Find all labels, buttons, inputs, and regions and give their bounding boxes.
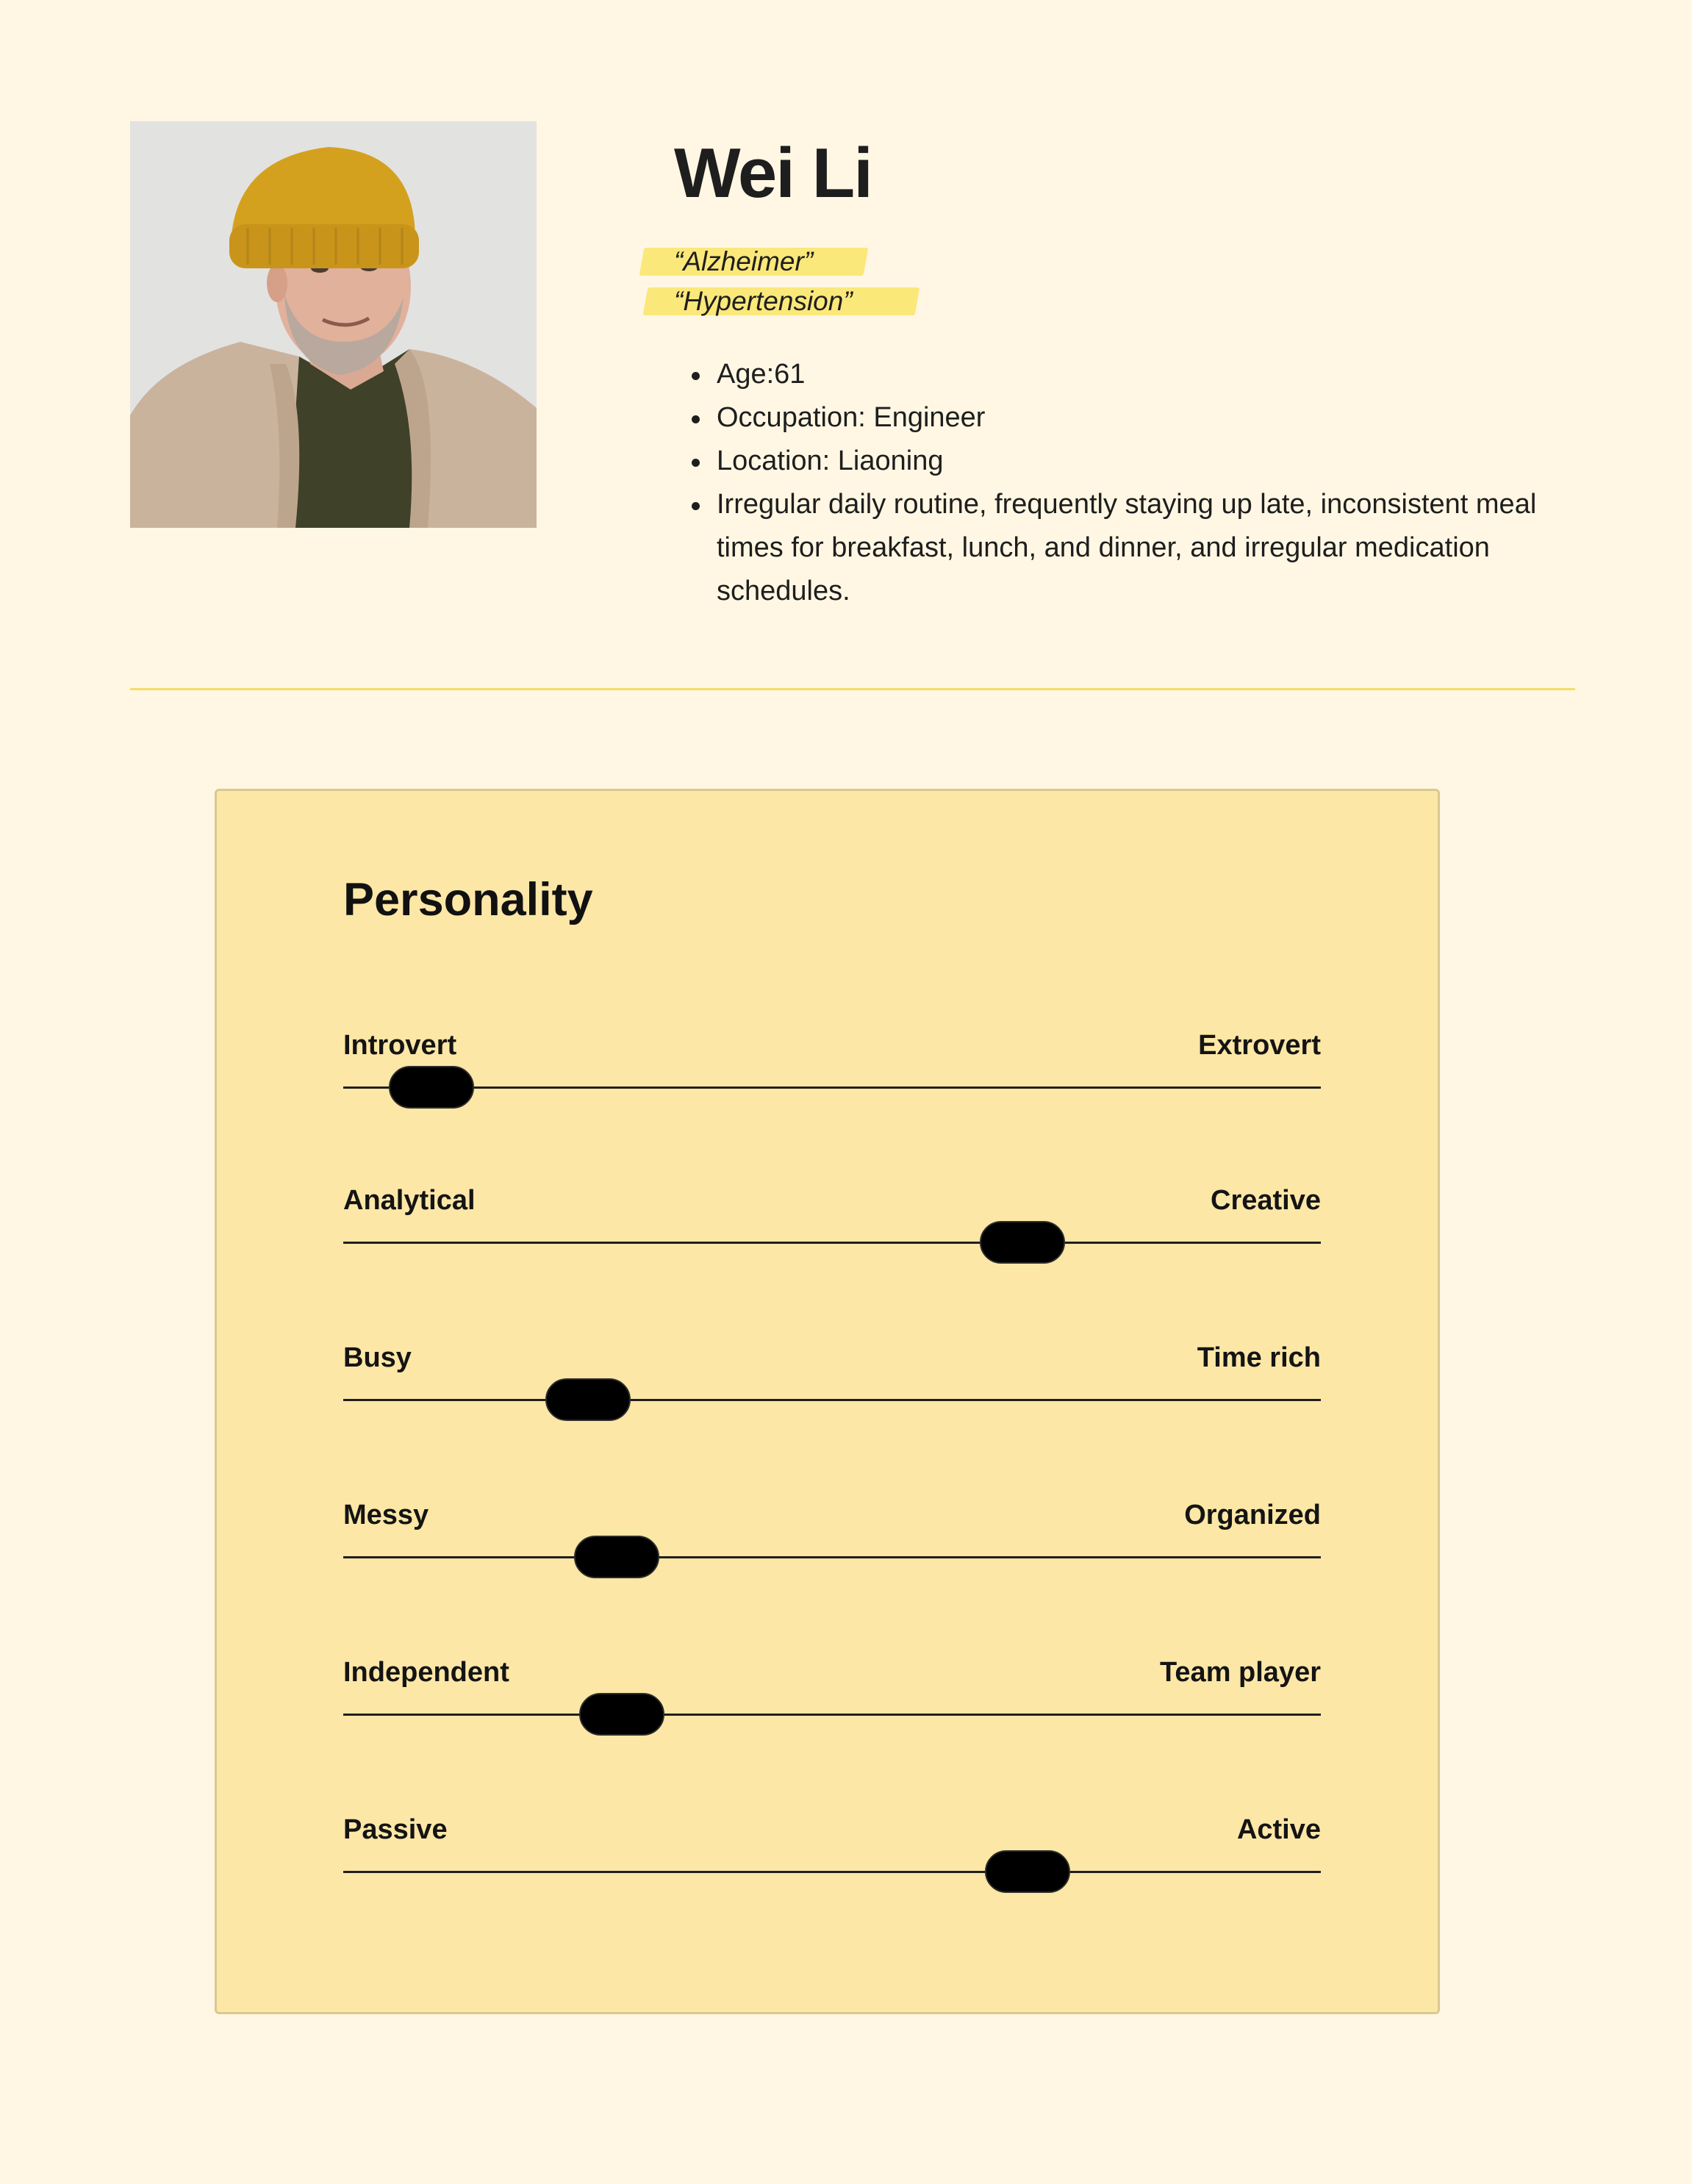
- trait-right-label: Creative: [1211, 1185, 1321, 1216]
- slider-handle[interactable]: [980, 1221, 1065, 1264]
- trait-left-label: Introvert: [343, 1030, 457, 1061]
- trait-right-label: Active: [1236, 1814, 1321, 1845]
- trait-passive-active: [343, 1813, 1321, 1908]
- slider-track[interactable]: [343, 1399, 1321, 1401]
- slider-track[interactable]: [343, 1242, 1321, 1244]
- trait-right-label: Extrovert: [1198, 1030, 1321, 1061]
- trait-left-label: Independent: [343, 1657, 509, 1688]
- slider-handle[interactable]: [389, 1066, 474, 1109]
- fact-occupation: Occupation: Engineer: [717, 396, 1599, 440]
- tag-alzheimer: “Alzheimer”: [674, 246, 814, 276]
- slider-handle[interactable]: [579, 1693, 664, 1736]
- trait-analytical-creative: [343, 1184, 1321, 1279]
- personality-title: Personality: [343, 874, 593, 925]
- tag-hypertension: “Hypertension”: [674, 286, 853, 316]
- trait-left-label: Busy: [343, 1342, 412, 1373]
- trait-messy-organized: [343, 1498, 1321, 1594]
- trait-right-label: Organized: [1184, 1500, 1321, 1530]
- trait-left-label: Messy: [343, 1500, 429, 1530]
- slider-handle[interactable]: [574, 1536, 659, 1578]
- trait-left-label: Analytical: [343, 1185, 476, 1216]
- trait-independent-teamplayer: [343, 1655, 1321, 1751]
- persona-facts: [674, 353, 1599, 613]
- slider-handle[interactable]: [985, 1850, 1070, 1893]
- persona-portrait-icon: [130, 121, 537, 528]
- fact-routine: Irregular daily routine, frequently staying up late, inconsistent meal times for breakfast, lunch, and dinner, and irregular medication schedules.: [717, 483, 1599, 613]
- slider-track[interactable]: [343, 1871, 1321, 1873]
- slider-track[interactable]: [343, 1086, 1321, 1089]
- trait-introvert-extrovert: [343, 1028, 1321, 1124]
- persona-name: Wei Li: [674, 134, 872, 212]
- trait-right-label: Time rich: [1197, 1342, 1321, 1373]
- personality-card: [215, 789, 1440, 2014]
- fact-age: Age:61: [717, 353, 1599, 396]
- slider-track[interactable]: [343, 1714, 1321, 1716]
- slider-track[interactable]: [343, 1556, 1321, 1558]
- trait-left-label: Passive: [343, 1814, 448, 1845]
- persona-photo: [130, 121, 537, 528]
- slider-handle[interactable]: [545, 1378, 631, 1421]
- fact-location: Location: Liaoning: [717, 440, 1599, 483]
- section-divider: [130, 688, 1575, 690]
- trait-right-label: Team player: [1160, 1657, 1321, 1688]
- trait-busy-timerich: [343, 1341, 1321, 1436]
